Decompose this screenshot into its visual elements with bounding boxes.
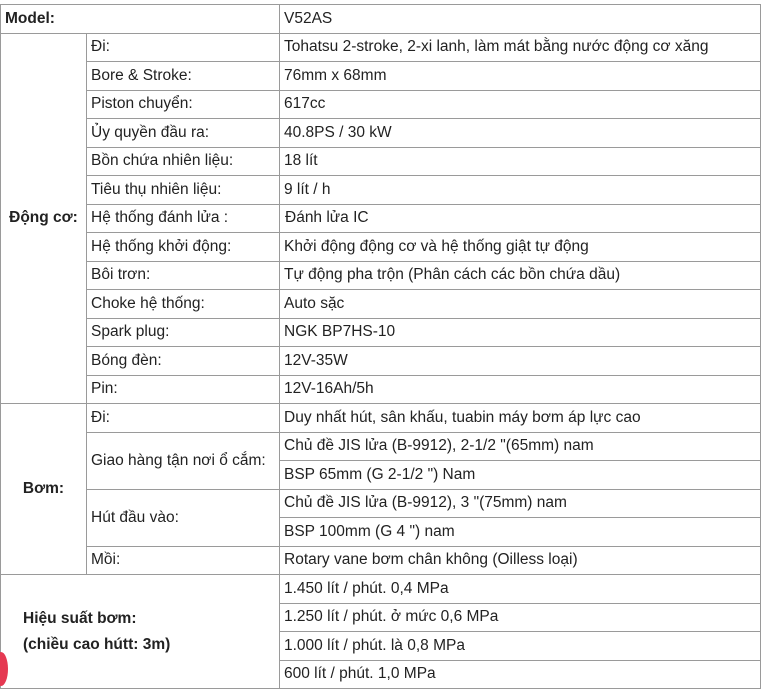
spec-value: 600 lít / phút. 1,0 MPa — [280, 660, 761, 689]
table-row — [1, 404, 761, 433]
table-row — [1, 119, 761, 148]
table-row — [1, 204, 761, 233]
spec-value: 12V-35W — [280, 347, 761, 376]
spec-label: Hệ thống đánh lửa : — [87, 204, 280, 233]
spec-value: 617cc — [280, 90, 761, 119]
spec-label: Giao hàng tận nơi ổ cắm: — [87, 432, 280, 489]
performance-label-line1: Hiệu suất bơm: — [23, 609, 137, 627]
table-row — [1, 375, 761, 404]
spec-value: 76mm x 68mm — [280, 62, 761, 91]
spec-label: Tiêu thụ nhiên liệu: — [87, 176, 280, 205]
spec-label: Bóng đèn: — [87, 347, 280, 376]
spec-value: 9 lít / h — [280, 176, 761, 205]
spec-value: Chủ đề JIS lửa (B-9912), 2-1/2 "(65mm) nam — [280, 432, 761, 461]
spec-label: Pin: — [87, 375, 280, 404]
spec-value: Rotary vane bơm chân không (Oilless loại) — [280, 546, 761, 575]
spec-value: Duy nhất hút, sân khấu, tuabin máy bơm áp lực cao — [280, 404, 761, 433]
spec-value: NGK BP7HS-10 — [280, 318, 761, 347]
table-row — [1, 33, 761, 62]
spec-value: 1.250 lít / phút. ở mức 0,6 MPa — [280, 603, 761, 632]
pump-group-label: Bơm: — [1, 404, 87, 575]
spec-value: 1.000 lít / phút. là 0,8 MPa — [280, 632, 761, 661]
spec-label: Piston chuyển: — [87, 90, 280, 119]
spec-value: 40.8PS / 30 kW — [280, 119, 761, 148]
model-value: V52AS — [280, 5, 761, 34]
spec-label: Choke hệ thống: — [87, 290, 280, 319]
spec-value: 18 lít — [280, 147, 761, 176]
spec-value: BSP 65mm (G 2-1/2 ") Nam — [280, 461, 761, 490]
spec-label: Spark plug: — [87, 318, 280, 347]
spec-value: Khởi động động cơ và hệ thống giật tự động — [280, 233, 761, 262]
spec-label: Đi: — [87, 404, 280, 433]
performance-label-line2: (chiều cao hútt: 3m) — [23, 635, 171, 653]
table-row — [1, 290, 761, 319]
spec-value: BSP 100mm (G 4 ") nam — [280, 518, 761, 547]
spec-table — [0, 4, 761, 689]
spec-label: Bồn chứa nhiên liệu: — [87, 147, 280, 176]
spec-label: Bore & Stroke: — [87, 62, 280, 91]
spec-label: Hút đầu vào: — [87, 489, 280, 546]
engine-group-label: Động cơ: — [1, 33, 87, 404]
spec-value: 12V-16Ah/5h — [280, 375, 761, 404]
model-label: Model: — [1, 5, 280, 34]
table-row — [1, 90, 761, 119]
spec-value: 1.450 lít / phút. 0,4 MPa — [280, 575, 761, 604]
spec-value: Đánh lửa IC — [280, 204, 761, 233]
table-row — [1, 347, 761, 376]
table-row — [1, 62, 761, 91]
table-row — [1, 546, 761, 575]
table-row — [1, 233, 761, 262]
spec-label: Ủy quyền đầu ra: — [87, 119, 280, 148]
spec-label: Bôi trơn: — [87, 261, 280, 290]
spec-label: Hệ thống khởi động: — [87, 233, 280, 262]
table-row — [1, 176, 761, 205]
model-row — [1, 5, 761, 34]
spec-label: Mồi: — [87, 546, 280, 575]
spec-value: Tự động pha trộn (Phân cách các bồn chứa dầu) — [280, 261, 761, 290]
spec-value: Chủ đề JIS lửa (B-9912), 3 "(75mm) nam — [280, 489, 761, 518]
spec-value: Tohatsu 2-stroke, 2-xi lanh, làm mát bằng nước động cơ xăng — [280, 33, 761, 62]
performance-group-label — [1, 575, 280, 689]
table-row — [1, 432, 761, 461]
table-row — [1, 318, 761, 347]
spec-value: Auto sặc — [280, 290, 761, 319]
table-row — [1, 261, 761, 290]
table-row — [1, 147, 761, 176]
table-row — [1, 489, 761, 518]
spec-label: Đi: — [87, 33, 280, 62]
table-row — [1, 575, 761, 604]
